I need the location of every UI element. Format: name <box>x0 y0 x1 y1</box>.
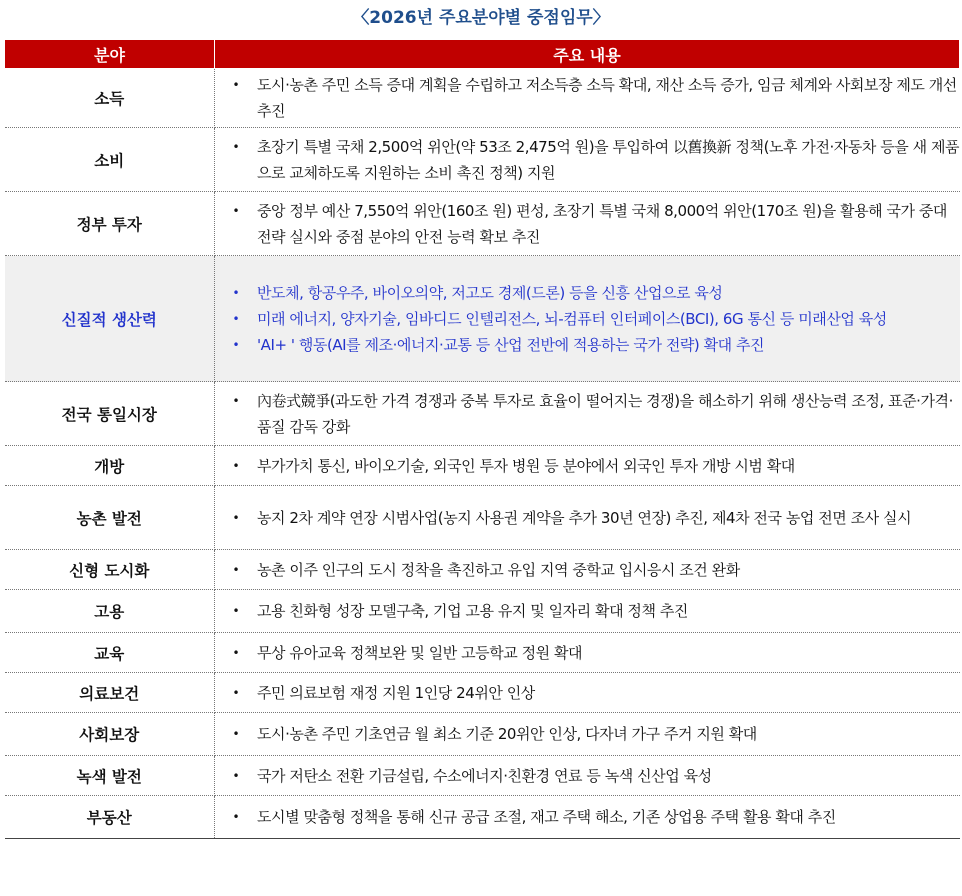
field-label: 농촌 발전 <box>5 486 215 550</box>
bullet-item <box>215 134 960 186</box>
bullet-icon: • <box>232 562 240 577</box>
bullet-text: 도시·농촌 주민 소득 증대 계획을 수립하고 저소득층 소득 확대, 재산 소득 증가, 임금 체계와 사회보장 제도 개선 추진 <box>257 76 957 120</box>
bullet-icon: • <box>232 727 240 741</box>
bullet-text: 중앙 정부 예산 7,550억 위안(160조 원) 편성, 초장기 특별 국채 8,000억 위안(170조 원)을 활용해 국가 중대 전략 실시와 중점 분야의 안전 능력 확보 추진 <box>257 201 947 246</box>
bullet-item <box>215 388 960 440</box>
table-row <box>5 796 960 839</box>
field-label: 의료보건 <box>5 673 215 713</box>
field-label: 신형 도시화 <box>5 550 215 590</box>
content-cell <box>215 756 960 796</box>
bullet-item <box>215 453 960 479</box>
content-cell <box>215 382 960 446</box>
field-label: 부동산 <box>5 796 215 839</box>
table-row <box>5 69 960 128</box>
content-cell <box>215 486 960 550</box>
table-row <box>5 633 960 673</box>
content-cell <box>215 713 960 756</box>
field-label: 소득 <box>5 69 215 128</box>
table-row <box>5 128 960 192</box>
table-row <box>5 590 960 633</box>
bullet-icon: • <box>232 810 240 824</box>
bullet-text: 부가가치 통신, 바이오기술, 외국인 투자 병원 등 분야에서 외국인 투자 개방 시범 확대 <box>257 456 795 475</box>
bullet-text: 도시별 맞춤형 정책을 통해 신규 공급 조절, 재고 주택 해소, 기존 상업용 주택 활용 확대 추진 <box>257 808 836 826</box>
bullet-text: 미래 에너지, 양자기술, 임바디드 인텔리전스, 뇌-컴퓨터 인터페이스(BCI), 6G 통신 등 미래산업 육성 <box>257 309 887 328</box>
table-header-row <box>5 40 960 69</box>
field-label: 소비 <box>5 128 215 192</box>
bullet-item <box>215 198 960 250</box>
table-row <box>5 446 960 486</box>
bullet-item <box>215 598 960 624</box>
content-cell <box>215 550 960 590</box>
bullet-icon: • <box>232 311 240 326</box>
table-row <box>5 756 960 796</box>
bullet-item <box>215 332 960 358</box>
bullet-text: 주민 의료보험 재정 지원 1인당 24위안 인상 <box>257 683 535 702</box>
content-cell <box>215 192 960 256</box>
field-label: 전국 통일시장 <box>5 382 215 446</box>
table-title: 〈2026년 주요분야별 중점임무〉 <box>352 8 610 28</box>
bullet-item <box>215 804 960 830</box>
bullet-text: 內卷式競爭(과도한 가격 경쟁과 중복 투자로 효율이 떨어지는 경쟁)을 해소하기 위해 생산능력 조정, 표준·가격·품질 감독 강화 <box>257 391 953 436</box>
table-row <box>5 550 960 590</box>
bullet-item <box>215 306 960 332</box>
priorities-table <box>4 39 960 839</box>
bullet-icon: • <box>232 139 240 154</box>
field-label: 정부 투자 <box>5 192 215 256</box>
content-cell <box>215 796 960 839</box>
table-row <box>5 673 960 713</box>
bullet-text: 국가 저탄소 전환 기금설립, 수소에너지·친환경 연료 등 녹색 신산업 육성 <box>257 766 712 785</box>
bullet-text: 'AI+ ' 행동(AI를 제조·에너지·교통 등 산업 전반에 적용하는 국가 전략) 확대 추진 <box>257 335 765 354</box>
content-cell <box>215 633 960 673</box>
content-cell <box>215 446 960 486</box>
bullet-icon: • <box>232 337 240 352</box>
bullet-text: 도시·농촌 주민 기초연금 월 최소 기준 20위안 인상, 다자녀 가구 주거 지원 확대 <box>257 725 757 743</box>
table-row <box>5 486 960 550</box>
field-label: 교육 <box>5 633 215 673</box>
content-cell <box>215 590 960 633</box>
bullet-text: 고용 친화형 성장 모델구축, 기업 고용 유지 및 일자리 확대 정책 추진 <box>257 602 688 620</box>
content-cell <box>215 673 960 713</box>
bullet-text: 농지 2차 계약 연장 시범사업(농지 사용권 계약을 추가 30년 연장) 추진, 제4차 전국 농업 전면 조사 실시 <box>257 508 912 527</box>
bullet-icon: • <box>232 78 240 92</box>
table-row <box>5 713 960 756</box>
content-cell <box>215 128 960 192</box>
bullet-item <box>215 721 960 747</box>
header-content: 주요 내용 <box>215 40 960 69</box>
table-row <box>5 256 960 382</box>
field-label: 신질적 생산력 <box>5 256 215 382</box>
bullet-item <box>215 505 960 531</box>
bullet-icon: • <box>232 393 240 408</box>
field-label: 고용 <box>5 590 215 633</box>
bullet-icon: • <box>232 285 240 300</box>
table-row <box>5 382 960 446</box>
bullet-text: 반도체, 항공우주, 바이오의약, 저고도 경제(드론) 등을 신흥 산업으로 육성 <box>257 283 723 302</box>
field-label: 사회보장 <box>5 713 215 756</box>
bullet-icon: • <box>232 203 240 218</box>
bullet-item <box>215 557 960 583</box>
content-cell <box>215 69 960 128</box>
table-row <box>5 192 960 256</box>
bullet-icon: • <box>232 604 240 618</box>
bullet-icon: • <box>232 685 240 700</box>
bullet-icon: • <box>232 510 240 525</box>
bullet-icon: • <box>232 458 240 473</box>
bullet-item <box>215 763 960 789</box>
bullet-icon: • <box>232 645 240 660</box>
bullet-text: 농촌 이주 인구의 도시 정착을 촉진하고 유입 지역 중학교 입시응시 조건 완화 <box>257 560 740 579</box>
field-label: 녹색 발전 <box>5 756 215 796</box>
content-cell <box>215 256 960 382</box>
bullet-item <box>215 680 960 706</box>
bullet-item <box>215 640 960 666</box>
bullet-item <box>215 72 960 124</box>
bullet-icon: • <box>232 768 240 783</box>
bullet-text: 무상 유아교육 정책보완 및 일반 고등학교 정원 확대 <box>257 643 583 662</box>
bullet-item <box>215 280 960 306</box>
header-field: 분야 <box>5 40 215 69</box>
bullet-text: 초장기 특별 국채 2,500억 위안(약 53조 2,475억 원)을 투입하여 以舊換新 정책(노후 가전·자동차 등을 새 제품으로 교체하도록 지원하는 소비 촉진 정책) 지원 <box>257 137 960 182</box>
field-label: 개방 <box>5 446 215 486</box>
